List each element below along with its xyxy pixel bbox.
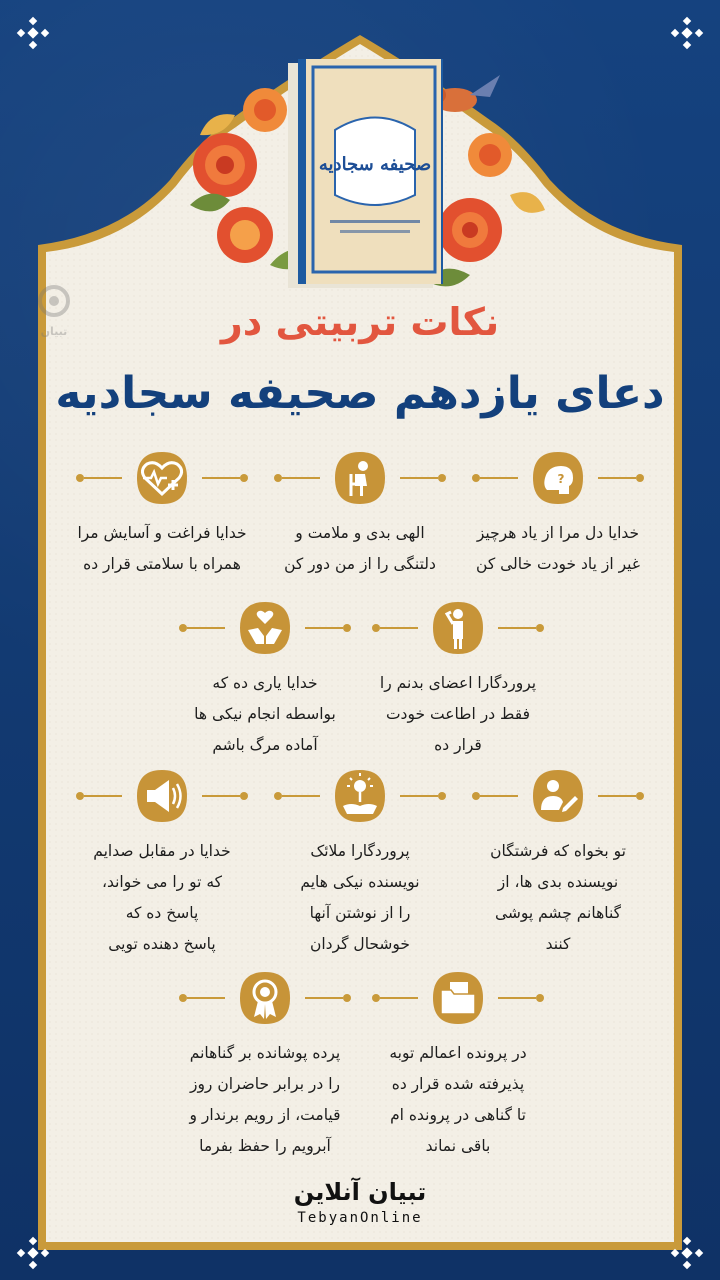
tip-text: تو بخواه که فرشتگان نویسنده بدی ها، از گناهانم چشم پوشی کنند <box>490 842 626 953</box>
badge <box>458 450 658 506</box>
corner-ornament-br <box>670 1236 704 1270</box>
salute-person-icon <box>423 600 493 656</box>
tip-item-4 <box>358 600 558 761</box>
title-line-1: نکات تربیتی در <box>220 300 500 344</box>
writing-person-icon <box>523 768 593 824</box>
award-medal-icon <box>230 970 300 1026</box>
growth-hand-icon <box>325 768 395 824</box>
brand-logo-fa: تبیان آنلاین <box>293 1178 427 1206</box>
tip-text: الهی بدی و ملامت و دلتنگی را از من دور کن <box>284 524 436 573</box>
corner-ornament-tr <box>670 16 704 50</box>
tip-item-1 <box>458 450 658 580</box>
sad-person-chair-icon <box>325 450 395 506</box>
tip-text: خدایا یاری ده که بواسطه انجام نیکی ها آماده مرگ باشم <box>194 674 336 754</box>
tip-item-10 <box>165 970 365 1162</box>
tip-item-6 <box>458 768 658 960</box>
mind-question-icon <box>523 450 593 506</box>
tip-item-9 <box>358 970 558 1162</box>
tip-text: خدایا در مقابل صدایم که تو را می خواند، پاسخ ده که پاسخ دهنده تویی <box>93 842 231 953</box>
tip-item-5 <box>165 600 365 761</box>
tip-item-3 <box>62 450 262 580</box>
tip-text: خدایا دل مرا از یاد هرچیز غیر از یاد خودت خالی کن <box>476 524 640 573</box>
title-line-2: دعای یازدهم صحیفه سجادیه <box>55 368 665 419</box>
tip-text: خدایا فراغت و آسایش مرا همراه با سلامتی قرار ده <box>77 524 247 573</box>
hands-heart-icon <box>230 600 300 656</box>
corner-ornament-tl <box>16 16 50 50</box>
tip-item-2 <box>260 450 460 580</box>
tip-text: پروردگارا ملائک نویسنده نیکی هایم را از نوشتن آنها خوشحال گردان <box>300 842 420 953</box>
tip-item-7 <box>260 768 460 960</box>
folder-icon <box>423 970 493 1026</box>
heart-health-icon <box>127 450 197 506</box>
tip-text: در پرونده اعمالم توبه پذیرفته شده قرار ده تا گناهی در پرونده ام باقی نماند <box>389 1044 527 1155</box>
tip-item-8 <box>62 768 262 960</box>
watermark-text: تبیان <box>40 325 68 338</box>
book-cover-title: صحیفه سجادیه <box>318 154 432 175</box>
brand-logo-en: TebyanOnline <box>297 1210 423 1226</box>
svg-text:?: ? <box>557 472 565 486</box>
tip-text: پروردگارا اعضای بدنم را فقط در اطاعت خودت قرار ده <box>379 674 537 754</box>
corner-ornament-bl <box>16 1236 50 1270</box>
book-illustration <box>170 55 550 305</box>
tip-text: پرده پوشانده بر گناهانم را در برابر حاضران روز قیامت، از رویم برندار و آبرویم را حفظ بفرما <box>189 1044 341 1155</box>
megaphone-icon <box>127 768 197 824</box>
